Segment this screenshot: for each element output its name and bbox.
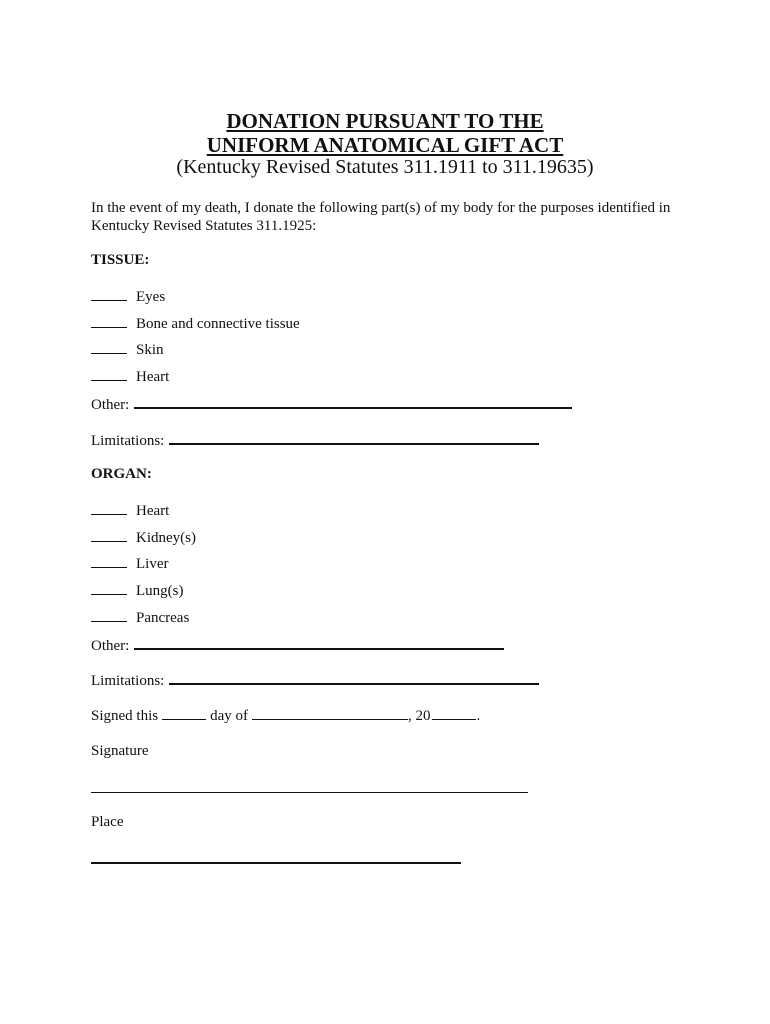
tissue-limitations-field[interactable]: [91, 431, 539, 450]
signature-label: Signature: [91, 743, 149, 759]
signature-line[interactable]: [91, 792, 528, 793]
tissue-item-skin[interactable]: [91, 341, 164, 359]
signed-day-text: day of: [210, 708, 248, 724]
document-subtitle: (Kentucky Revised Statutes 311.1911 to 311.19635): [176, 156, 594, 178]
organ-item-liver[interactable]: [91, 555, 168, 573]
organ-item-label: Liver: [136, 556, 169, 572]
year-blank[interactable]: [432, 707, 476, 720]
check-blank[interactable]: [91, 609, 127, 622]
tissue-item-heart[interactable]: [91, 368, 169, 386]
organ-limitations-field[interactable]: [91, 671, 539, 690]
tissue-other-label: Other:: [91, 397, 130, 413]
organ-item-pancreas[interactable]: [91, 609, 189, 627]
check-blank[interactable]: [91, 288, 127, 301]
intro-paragraph: In the event of my death, I donate the following part(s) of my body for the purposes identified in Kentucky Revised Statutes 311.1925:: [91, 200, 671, 234]
organ-item-label: Heart: [136, 503, 170, 519]
organ-item-label: Pancreas: [136, 610, 190, 626]
organ-other-label: Other:: [91, 638, 130, 654]
place-label: Place: [91, 814, 124, 830]
tissue-item-label: Bone and connective tissue: [136, 316, 300, 332]
check-blank[interactable]: [91, 341, 127, 354]
tissue-item-eyes[interactable]: [91, 288, 165, 306]
place-line[interactable]: [91, 862, 461, 864]
check-blank[interactable]: [91, 502, 127, 515]
check-blank[interactable]: [91, 582, 127, 595]
organ-heading: ORGAN:: [91, 466, 152, 482]
tissue-item-bone[interactable]: [91, 315, 300, 333]
signed-suffix: .: [476, 708, 481, 724]
tissue-other-field[interactable]: [91, 395, 572, 414]
signed-date-row: [91, 707, 480, 725]
tissue-item-label: Skin: [136, 342, 164, 358]
document-title-line2: UNIFORM ANATOMICAL GIFT ACT: [206, 133, 564, 157]
organ-item-lung[interactable]: [91, 582, 184, 600]
day-blank[interactable]: [162, 707, 206, 720]
tissue-other-line[interactable]: [134, 395, 572, 409]
tissue-item-label: Heart: [136, 369, 170, 385]
tissue-item-label: Eyes: [136, 289, 166, 305]
organ-other-line[interactable]: [134, 636, 504, 650]
signed-prefix: Signed this: [91, 708, 159, 724]
organ-item-label: Lung(s): [136, 583, 184, 599]
organ-limitations-line[interactable]: [169, 671, 539, 685]
check-blank[interactable]: [91, 555, 127, 568]
organ-item-kidney[interactable]: [91, 529, 196, 547]
tissue-limitations-line[interactable]: [169, 431, 539, 445]
organ-item-label: Kidney(s): [136, 530, 196, 546]
document-title-line1: DONATION PURSUANT TO THE: [226, 109, 544, 133]
tissue-heading: TISSUE:: [91, 252, 150, 268]
organ-other-field[interactable]: [91, 636, 504, 655]
month-blank[interactable]: [252, 707, 408, 720]
check-blank[interactable]: [91, 529, 127, 542]
organ-limitations-label: Limitations:: [91, 673, 165, 689]
tissue-limitations-label: Limitations:: [91, 433, 165, 449]
check-blank[interactable]: [91, 368, 127, 381]
check-blank[interactable]: [91, 315, 127, 328]
organ-item-heart[interactable]: [91, 502, 169, 520]
signed-year-prefix: , 20: [408, 708, 431, 724]
